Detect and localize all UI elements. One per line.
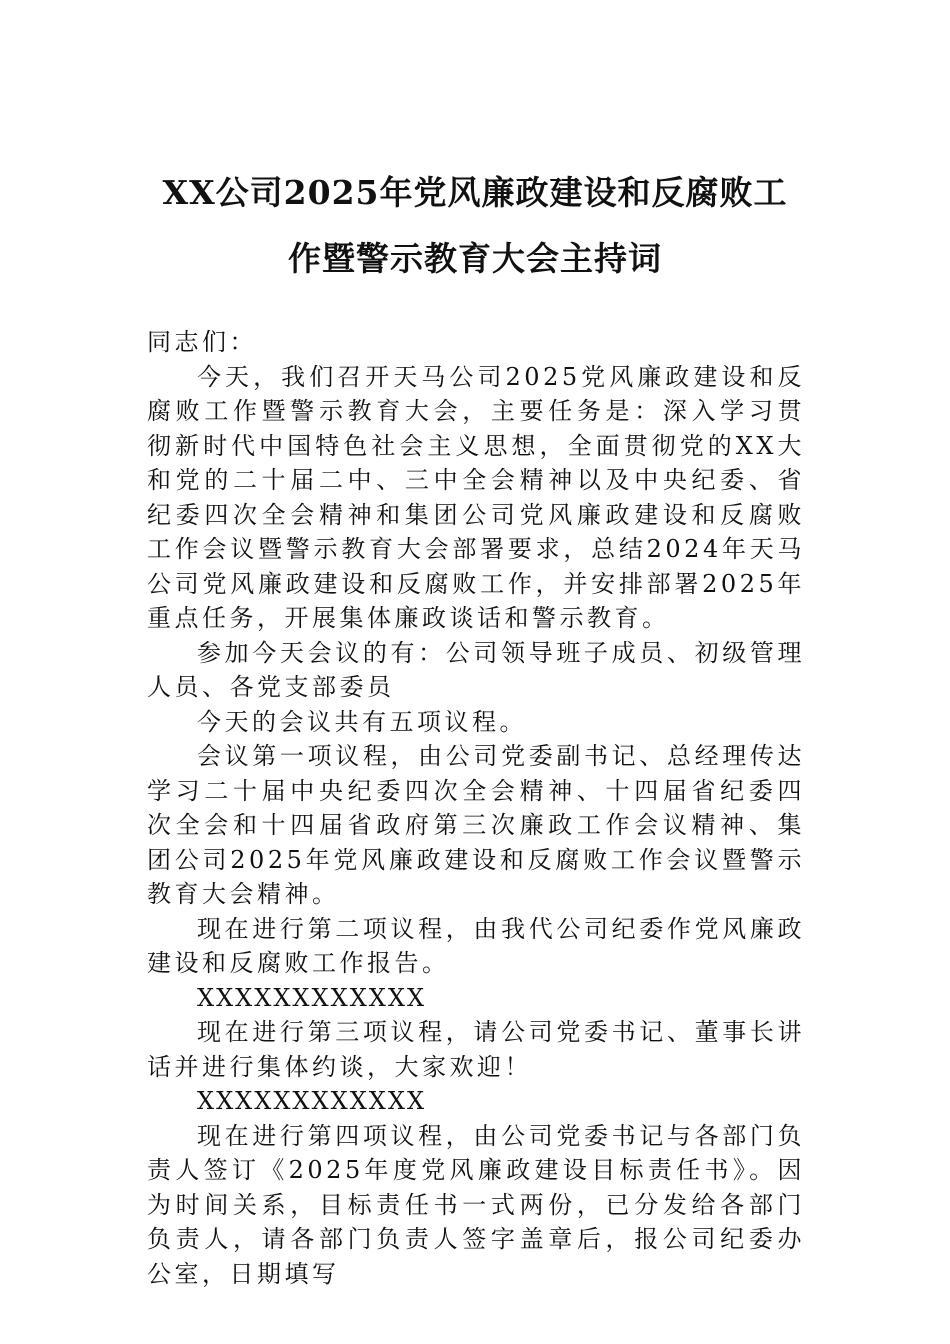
paragraph-agenda-count: 今天的会议共有五项议程。: [197, 707, 527, 736]
title-line-2: 作暨警示教育大会主持词: [288, 239, 662, 278]
paragraph-agenda-1: 会议第一项议程，由公司党委副书记、总经理传达学习二十届中央纪委四次全会精神、十四届省纪委四次全会和十四届省政府第三次廉政工作会议精神、集团公司2025年党风廉政建设和反腐败工作会议暨警示教育大会精神。: [147, 742, 805, 908]
paragraph-agenda-2: 现在进行第二项议程，由我代公司纪委作党风廉政建设和反腐败工作报告。: [147, 914, 805, 977]
paragraph-attendees: 参加今天会议的有：公司领导班子成员、初级管理人员、各党支部委员: [147, 638, 805, 701]
paragraph-agenda-3: 现在进行第三项议程，请公司党委书记、董事长讲话并进行集体约谈，大家欢迎！: [147, 1018, 805, 1081]
placeholder-line-1: XXXXXXXXXXXX: [197, 983, 427, 1012]
paragraph-agenda-4: 现在进行第四项议程，由公司党委书记与各部门负责人签订《2025年度党风廉政建设目标责任书》。因为时间关系，目标责任书一式两份，已分发给各部门负责人，请各部门负责人签字盖章后，报公司纪委办公室，日期填写: [147, 1121, 805, 1288]
placeholder-line-2: XXXXXXXXXXXX: [197, 1087, 427, 1115]
title-line-1: XX公司2025年党风廉政建设和反腐败工: [162, 173, 788, 212]
document-title: [140, 160, 810, 292]
document-body: [147, 325, 805, 1291]
paragraph-opening: 今天，我们召开天马公司2025党风廉政建设和反腐败工作暨警示教育大会，主要任务是：深入学习贯彻新时代中国特色社会主义思想，全面贯彻党的XX大和党的二十届二中、三中全会精神以及中央纪委、省纪委四次全会精神和集团公司党风廉政建设和反腐败工作会议暨警示教育大会部署要求，总结2024年天马公司党风廉政建设和反腐败工作，并安排部署2025年重点任务，开展集体廉政谈话和警示教育。: [147, 362, 805, 632]
salutation: 同志们：: [147, 328, 257, 356]
